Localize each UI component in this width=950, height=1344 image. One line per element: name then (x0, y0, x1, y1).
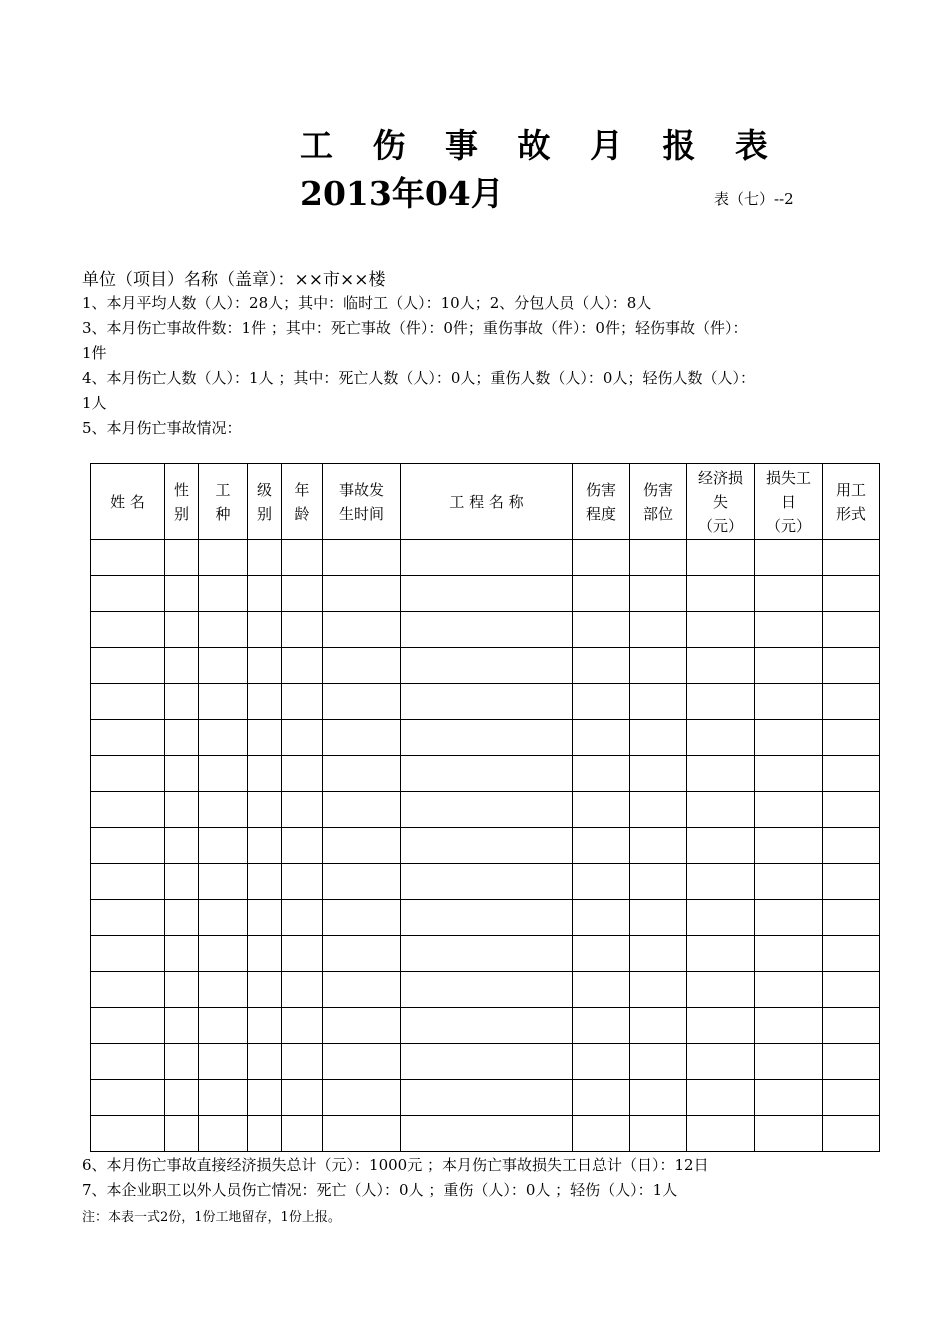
col-header-employment-form: 用工 形式 (823, 464, 880, 540)
table-cell (248, 612, 282, 648)
table-cell (755, 648, 823, 684)
table-cell (630, 540, 687, 576)
table-cell (823, 936, 880, 972)
table-cell (755, 1116, 823, 1152)
table-cell (248, 540, 282, 576)
table-cell (687, 900, 755, 936)
table-cell (199, 864, 248, 900)
col-header-project-name: 工 程 名 称 (401, 464, 573, 540)
table-row (91, 828, 880, 864)
table-cell (401, 792, 573, 828)
table-cell (199, 576, 248, 612)
table-cell (199, 1008, 248, 1044)
table-cell (248, 828, 282, 864)
table-cell (282, 576, 323, 612)
table-cell (199, 648, 248, 684)
table-cell (91, 756, 165, 792)
table-cell (248, 756, 282, 792)
table-cell (248, 792, 282, 828)
table-cell (91, 864, 165, 900)
table-cell (282, 1008, 323, 1044)
table-row (91, 1080, 880, 1116)
accident-table (90, 463, 880, 1152)
table-cell (401, 828, 573, 864)
table-cell (248, 648, 282, 684)
table-cell (755, 972, 823, 1008)
table-cell (199, 720, 248, 756)
table-cell (401, 684, 573, 720)
table-cell (823, 1080, 880, 1116)
table-cell (401, 864, 573, 900)
table-row (91, 612, 880, 648)
table-cell (323, 684, 401, 720)
table-cell (401, 1080, 573, 1116)
table-header-row (91, 464, 880, 540)
table-cell (573, 756, 630, 792)
table-cell (401, 540, 573, 576)
report-period: 2013年04月 (300, 174, 504, 213)
table-cell (91, 1116, 165, 1152)
table-cell (248, 1116, 282, 1152)
table-cell (282, 612, 323, 648)
table-cell (630, 1008, 687, 1044)
table-cell (165, 1044, 199, 1080)
table-row (91, 972, 880, 1008)
table-cell (401, 936, 573, 972)
table-row (91, 1008, 880, 1044)
casualty-count-line: 4、本月伤亡人数（人）：1人 ；其中：死亡人数（人）：0人；重伤人数（人）：0人；轻伤人数（人）： (82, 369, 755, 387)
accident-count-line-cont: 1件 (82, 344, 107, 362)
table-cell (573, 864, 630, 900)
table-cell (755, 1044, 823, 1080)
col-header-injury-location: 伤害 部位 (630, 464, 687, 540)
col-header-grade: 级 别 (248, 464, 282, 540)
table-cell (165, 828, 199, 864)
table-cell (323, 1044, 401, 1080)
table-cell (199, 612, 248, 648)
table-cell (823, 612, 880, 648)
table-cell (248, 972, 282, 1008)
table-cell (687, 936, 755, 972)
table-cell (573, 936, 630, 972)
col-header-injury-severity: 伤害 程度 (573, 464, 630, 540)
table-cell (323, 576, 401, 612)
table-cell (687, 864, 755, 900)
table-cell (755, 1008, 823, 1044)
table-cell (248, 936, 282, 972)
table-cell (282, 1044, 323, 1080)
table-cell (323, 1080, 401, 1116)
table-cell (165, 540, 199, 576)
accident-details-label: 5、本月伤亡事故情况： (82, 419, 242, 437)
report-title: 工 伤 事 故 月 报 表 (300, 126, 782, 165)
table-cell (165, 720, 199, 756)
table-cell (687, 540, 755, 576)
table-cell (248, 1080, 282, 1116)
unit-name-line: 单位（项目）名称（盖章）：××市××楼 (82, 270, 386, 290)
table-cell (248, 900, 282, 936)
table-cell (91, 1080, 165, 1116)
table-cell (165, 756, 199, 792)
table-cell (323, 540, 401, 576)
table-cell (755, 828, 823, 864)
col-header-age: 年 龄 (282, 464, 323, 540)
table-cell (630, 720, 687, 756)
table-cell (687, 612, 755, 648)
table-cell (823, 648, 880, 684)
table-cell (823, 1008, 880, 1044)
table-cell (573, 684, 630, 720)
table-row (91, 792, 880, 828)
table-cell (401, 720, 573, 756)
table-cell (323, 936, 401, 972)
table-row (91, 684, 880, 720)
table-cell (630, 576, 687, 612)
table-cell (573, 792, 630, 828)
table-cell (91, 936, 165, 972)
table-cell (248, 1044, 282, 1080)
table-cell (282, 900, 323, 936)
table-cell (401, 1008, 573, 1044)
table-cell (687, 684, 755, 720)
table-cell (282, 828, 323, 864)
table-cell (91, 900, 165, 936)
table-cell (755, 540, 823, 576)
table-cell (323, 756, 401, 792)
table-cell (755, 612, 823, 648)
table-cell (573, 576, 630, 612)
table-cell (165, 972, 199, 1008)
table-cell (755, 756, 823, 792)
table-cell (248, 864, 282, 900)
table-cell (282, 648, 323, 684)
table-cell (687, 828, 755, 864)
table-cell (401, 1116, 573, 1152)
table-cell (630, 1116, 687, 1152)
table-cell (687, 792, 755, 828)
table-cell (823, 540, 880, 576)
table-row (91, 864, 880, 900)
table-cell (630, 900, 687, 936)
table-cell (823, 576, 880, 612)
table-cell (165, 900, 199, 936)
table-cell (199, 972, 248, 1008)
table-cell (401, 900, 573, 936)
table-cell (199, 1080, 248, 1116)
table-cell (573, 1044, 630, 1080)
table-cell (755, 576, 823, 612)
table-row (91, 540, 880, 576)
table-cell (282, 720, 323, 756)
table-row (91, 648, 880, 684)
table-cell (687, 720, 755, 756)
economic-loss-total-line: 6、本月伤亡事故直接经济损失总计（元）：1000元 ；本月伤亡事故损失工日总计（日）：12日 (82, 1156, 709, 1174)
table-cell (282, 756, 323, 792)
table-cell (91, 540, 165, 576)
table-cell (199, 900, 248, 936)
table-cell (573, 540, 630, 576)
table-cell (165, 792, 199, 828)
table-cell (687, 756, 755, 792)
table-cell (323, 828, 401, 864)
table-cell (687, 1080, 755, 1116)
table-cell (755, 1080, 823, 1116)
accident-count-line: 3、本月伤亡事故件数：1件 ；其中：死亡事故（件）：0件；重伤事故（件）：0件；轻伤事故（件）： (82, 319, 748, 337)
table-cell (199, 756, 248, 792)
table-cell (573, 972, 630, 1008)
table-cell (91, 612, 165, 648)
table-cell (248, 684, 282, 720)
table-cell (323, 1008, 401, 1044)
table-cell (823, 792, 880, 828)
table-cell (165, 1080, 199, 1116)
table-row (91, 756, 880, 792)
table-row (91, 900, 880, 936)
table-cell (282, 1080, 323, 1116)
table-cell (630, 936, 687, 972)
table-row (91, 1044, 880, 1080)
table-cell (165, 612, 199, 648)
table-cell (573, 612, 630, 648)
table-cell (91, 720, 165, 756)
form-number: 表（七）--2 (714, 190, 794, 208)
table-cell (248, 720, 282, 756)
table-cell (630, 792, 687, 828)
table-cell (630, 612, 687, 648)
table-cell (630, 864, 687, 900)
table-cell (823, 720, 880, 756)
external-casualties-line: 7、本企业职工以外人员伤亡情况：死亡（人）：0人 ；重伤（人）：0人 ；轻伤（人）：1人 (82, 1181, 678, 1199)
table-cell (630, 648, 687, 684)
footnote: 注：本表一式2份，1份工地留存，1份上报。 (82, 1210, 341, 1225)
table-cell (823, 972, 880, 1008)
table-cell (823, 864, 880, 900)
table-cell (199, 936, 248, 972)
table-cell (755, 684, 823, 720)
table-cell (91, 684, 165, 720)
table-cell (323, 1116, 401, 1152)
table-cell (199, 792, 248, 828)
table-cell (687, 1008, 755, 1044)
table-cell (282, 936, 323, 972)
table-cell (199, 540, 248, 576)
col-header-economic-loss: 经济损 失 （元） (687, 464, 755, 540)
table-cell (91, 648, 165, 684)
table-cell (282, 540, 323, 576)
table-cell (573, 828, 630, 864)
table-cell (573, 1116, 630, 1152)
table-cell (755, 900, 823, 936)
table-row (91, 1116, 880, 1152)
table-cell (323, 648, 401, 684)
col-header-job-type: 工 种 (199, 464, 248, 540)
table-cell (91, 1008, 165, 1044)
table-cell (199, 828, 248, 864)
table-row (91, 720, 880, 756)
table-cell (755, 864, 823, 900)
table-cell (165, 684, 199, 720)
table-cell (630, 1044, 687, 1080)
table-cell (199, 1044, 248, 1080)
table-cell (91, 1044, 165, 1080)
table-cell (199, 1116, 248, 1152)
col-header-gender: 性 别 (165, 464, 199, 540)
table-cell (573, 720, 630, 756)
table-cell (248, 576, 282, 612)
table-cell (823, 828, 880, 864)
table-cell (165, 864, 199, 900)
table-cell (401, 576, 573, 612)
table-cell (323, 864, 401, 900)
casualty-count-line-cont: 1人 (82, 394, 107, 412)
col-header-lost-workdays: 损失工 日 （元） (755, 464, 823, 540)
table-cell (630, 1080, 687, 1116)
col-header-accident-time: 事故发 生时间 (323, 464, 401, 540)
table-cell (323, 900, 401, 936)
table-cell (755, 936, 823, 972)
table-cell (630, 972, 687, 1008)
table-cell (323, 792, 401, 828)
table-cell (630, 828, 687, 864)
table-cell (823, 1044, 880, 1080)
table-row (91, 576, 880, 612)
table-cell (573, 648, 630, 684)
table-cell (199, 684, 248, 720)
table-cell (687, 1116, 755, 1152)
table-cell (165, 648, 199, 684)
table-cell (282, 684, 323, 720)
table-cell (323, 720, 401, 756)
average-headcount-line: 1、本月平均人数（人）：28人；其中：临时工（人）：10人；2、分包人员（人）：8人 (82, 294, 652, 312)
table-cell (755, 720, 823, 756)
col-header-name: 姓 名 (91, 464, 165, 540)
table-cell (91, 792, 165, 828)
table-cell (165, 1008, 199, 1044)
table-cell (687, 576, 755, 612)
table-cell (323, 612, 401, 648)
table-cell (573, 1008, 630, 1044)
table-cell (687, 648, 755, 684)
table-cell (165, 576, 199, 612)
table-cell (401, 756, 573, 792)
table-cell (282, 1116, 323, 1152)
table-cell (401, 612, 573, 648)
table-cell (282, 864, 323, 900)
table-cell (687, 972, 755, 1008)
table-cell (401, 972, 573, 1008)
table-cell (823, 756, 880, 792)
table-cell (823, 684, 880, 720)
table-cell (823, 1116, 880, 1152)
table-cell (630, 684, 687, 720)
table-cell (755, 792, 823, 828)
table-cell (165, 1116, 199, 1152)
table-cell (248, 1008, 282, 1044)
table-cell (91, 828, 165, 864)
table-row (91, 936, 880, 972)
table-cell (91, 576, 165, 612)
table-cell (401, 648, 573, 684)
table-cell (282, 792, 323, 828)
table-cell (630, 756, 687, 792)
table-cell (323, 972, 401, 1008)
table-cell (573, 1080, 630, 1116)
table-cell (165, 936, 199, 972)
table-cell (91, 972, 165, 1008)
table-cell (573, 900, 630, 936)
table-cell (687, 1044, 755, 1080)
table-cell (823, 900, 880, 936)
table-cell (401, 1044, 573, 1080)
table-cell (282, 972, 323, 1008)
